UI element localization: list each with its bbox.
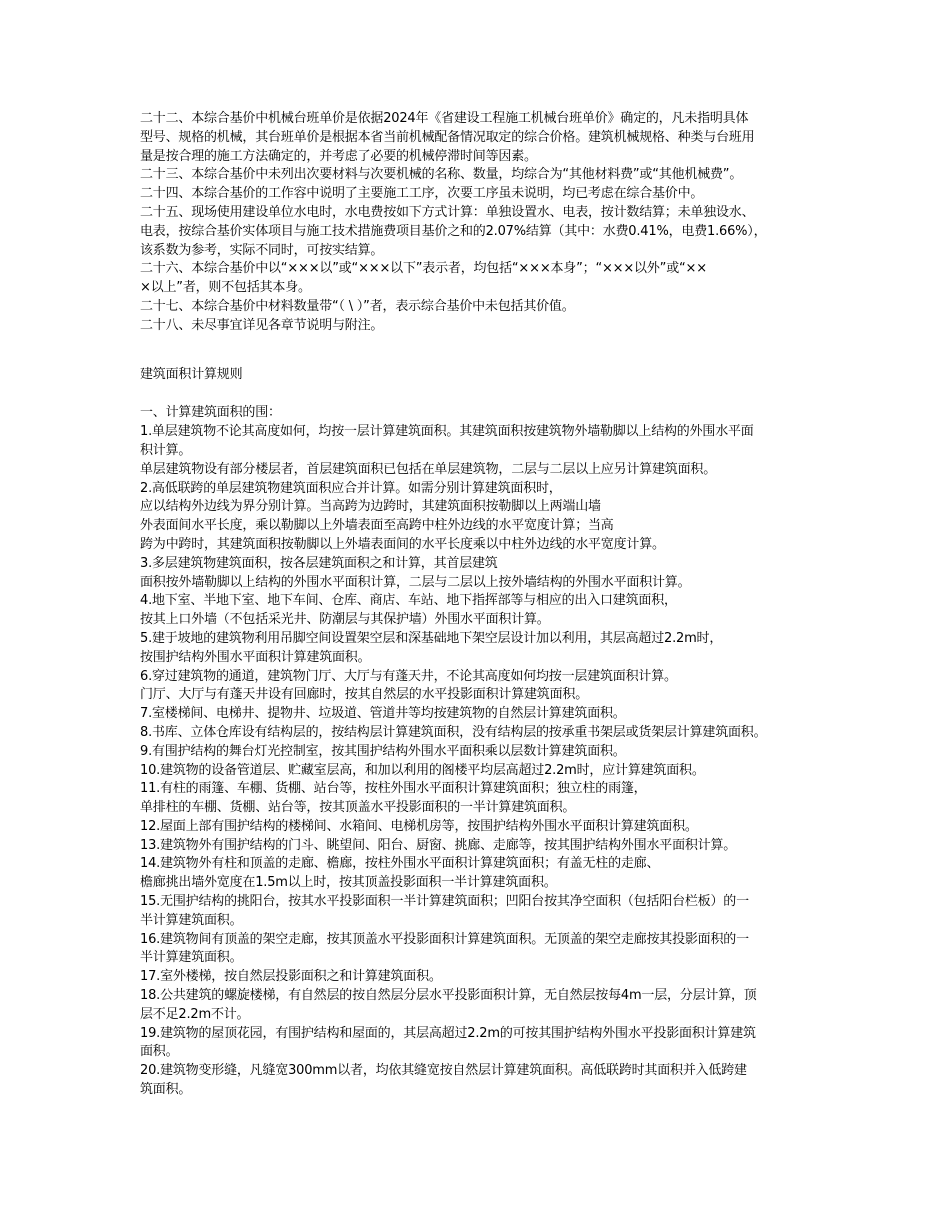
text-line: 8.书库、立体仓库设有结构层的，按结构层计算建筑面积，没有结构层的按承重书架层或货架层计算建筑面积。: [140, 724, 767, 740]
text-line: 型号、规格的机械，其台班单价是根据本省当前机械配备情况取定的综合价格。建筑机械规格、种类与台班用: [140, 129, 755, 145]
text-line: 1.单层建筑物不论其高度如何，均按一层计算建筑面积。其建筑面积按建筑物外墙勒脚以上结构的外围水平面: [140, 424, 754, 440]
text-line: 9.有围护结构的舞台灯光控制室，按其围护结构外围水平面积乘以层数计算建筑面积。: [140, 743, 626, 759]
text-line: 按围护结构外围水平面积计算建筑面积。: [140, 649, 371, 665]
text-line: 7.室楼梯间、电梯井、提物井、垃圾道、管道井等均按建筑物的自然层计算建筑面积。: [140, 706, 626, 722]
text-line: 二十四、本综合基价的工作容中说明了主要施工工序，次要工序虽未说明，均已考虑在综合基价中。: [140, 186, 704, 202]
text-line: 层不足2.2m不计。: [140, 1006, 250, 1022]
text-line: 该系数为参考，实际不同时，可按实结算。: [140, 242, 384, 258]
section-gap: [140, 384, 840, 404]
text-line: 16.建筑物间有顶盖的架空走廊，按其顶盖水平投影面积计算建筑面积。无顶盖的架空走廊按其投影面积的一: [140, 931, 749, 947]
text-line: 外表面间水平长度，乘以勒脚以上外墙表面至高跨中柱外边线的水平宽度计算；当高: [140, 518, 614, 534]
text-line: 10.建筑物的设备管道层、贮藏室层高，和加以利用的阁楼平均层高超过2.2m时，应计算建筑面积。: [140, 762, 705, 778]
section-gap: [140, 336, 840, 366]
rules-section: [140, 404, 840, 1099]
text-line: 15.无围护结构的挑阳台，按其水平投影面积一半计算建筑面积；凹阳台按其净空面积（包括阳台栏板）的一: [140, 894, 749, 910]
document-page: [140, 110, 840, 1100]
text-line: 二十五、现场使用建设单位水电时，水电费按如下方式计算：单独设置水、电表，按计数结算；未单独设水、: [140, 204, 755, 220]
text-line: ×以上”者，则不包括其本身。: [140, 280, 311, 296]
text-line: 二十三、本综合基价中未列出次要材料与次要机械的名称、数量，均综合为“其他材料费”或“其他机械费”。: [140, 167, 743, 183]
text-line: 2.高低联跨的单层建筑物建筑面积应合并计算。如需分别计算建筑面积时，: [140, 480, 562, 496]
text-line: 檐廊挑出墙外宽度在1.5m以上时，按其顶盖投影面积一半计算建筑面积。: [140, 875, 557, 891]
text-line: 二十七、本综合基价中材料数量带“（ \ ）”者，表示综合基价中未包括其价值。: [140, 298, 575, 314]
text-line: 19.建筑物的屋顶花园，有围护结构和屋面的，其层高超过2.2m的可按其围护结构外围水平投影面积计算建筑: [140, 1025, 756, 1041]
section-title: 建筑面积计算规则: [140, 366, 243, 382]
text-line: 面积。: [140, 1044, 179, 1060]
intro-section: [140, 110, 840, 336]
text-line: 半计算建筑面积。: [140, 912, 243, 928]
text-line: 二十六、本综合基价中以“×××以”或“×××以下”表示者，均包括“×××本身”；“×××以外”或“××: [140, 261, 707, 277]
text-line: 跨为中跨时，其建筑面积按勒脚以上外墙表面间的水平长度乘以中柱外边线的水平宽度计算。: [140, 536, 665, 552]
text-line: 3.多层建筑物建筑面积，按各层建筑面积之和计算，其首层建筑: [140, 555, 498, 571]
text-line: 5.建于坡地的建筑物利用吊脚空间设置架空层和深基础地下架空层设计加以利用，其层高超过2.2m时，: [140, 630, 723, 646]
text-line: 11.有柱的雨篷、车棚、货棚、站台等，按柱外围水平面积计算建筑面积；独立柱的雨篷，: [140, 781, 647, 797]
text-line: 积计算。: [140, 442, 192, 458]
text-line: 半计算建筑面积。: [140, 950, 243, 966]
text-line: 按其上口外墙（不包括采光井、防潮层与其保护墙）外围水平面积计算。: [140, 612, 550, 628]
text-line: 应以结构外边线为界分别计算。当高跨为边跨时，其建筑面积按勒脚以上两端山墙: [140, 499, 601, 515]
text-line: 量是按合理的施工方法确定的，并考虑了必要的机械停滞时间等因素。: [140, 148, 537, 164]
text-line: 一、计算建筑面积的围：: [140, 405, 281, 421]
text-line: 18.公共建筑的螺旋楼梯，有自然层的按自然层分层水平投影面积计算，无自然层按每4m一层，分层计算，顶: [140, 988, 757, 1004]
text-line: 14.建筑物外有柱和顶盖的走廊、檐廊，按柱外围水平面积计算建筑面积；有盖无柱的走廊、: [140, 856, 660, 872]
text-line: 筑面积。: [140, 1082, 192, 1098]
text-line: 电表，按综合基价实体项目与施工技术措施费项目基价之和的2.07%结算（其中：水费0.41%，电费1.66%），: [140, 223, 767, 239]
text-line: 6.穿过建筑物的通道，建筑物门厅、大厅与有蓬天井，不论其高度如何均按一层建筑面积计算。: [140, 668, 677, 684]
text-line: 13.建筑物外有围护结构的门斗、眺望间、阳台、厨窗、挑廊、走廊等，按其围护结构外围水平面积计算。: [140, 837, 737, 853]
text-line: 单排柱的车棚、货棚、站台等，按其顶盖水平投影面积的一半计算建筑面积。: [140, 800, 576, 816]
text-line: 4.地下室、半地下室、地下车间、仓库、商店、车站、地下指挥部等与相应的出入口建筑面积，: [140, 593, 677, 609]
text-line: 二十二、本综合基价中机械台班单价是依据2024年《省建设工程施工机械台班单价》确定的，凡未指明具体: [140, 111, 749, 126]
text-line: 单层建筑物设有部分楼层者，首层建筑面积已包括在单层建筑物，二层与二层以上应另计算建筑面积。: [140, 461, 717, 477]
text-line: 20.建筑物变形缝，凡缝宽300mm以者，均依其缝宽按自然层计算建筑面积。高低联跨时其面积并入低跨建: [140, 1063, 747, 1079]
text-line: 17.室外楼梯，按自然层投影面积之和计算建筑面积。: [140, 969, 442, 985]
text-line: 门厅、大厅与有蓬天井设有回廊时，按其自然层的水平投影面积计算建筑面积。: [140, 687, 589, 703]
text-line: 二十八、未尽事宜详见各章节说明与附注。: [140, 317, 384, 333]
text-line: 12.屋面上部有围护结构的楼梯间、水箱间、电梯机房等，按围护结构外围水平面积计算建筑面积。: [140, 818, 698, 834]
text-line: 面积按外墙勒脚以上结构的外围水平面积计算，二层与二层以上按外墙结构的外围水平面积计算。: [140, 574, 691, 590]
